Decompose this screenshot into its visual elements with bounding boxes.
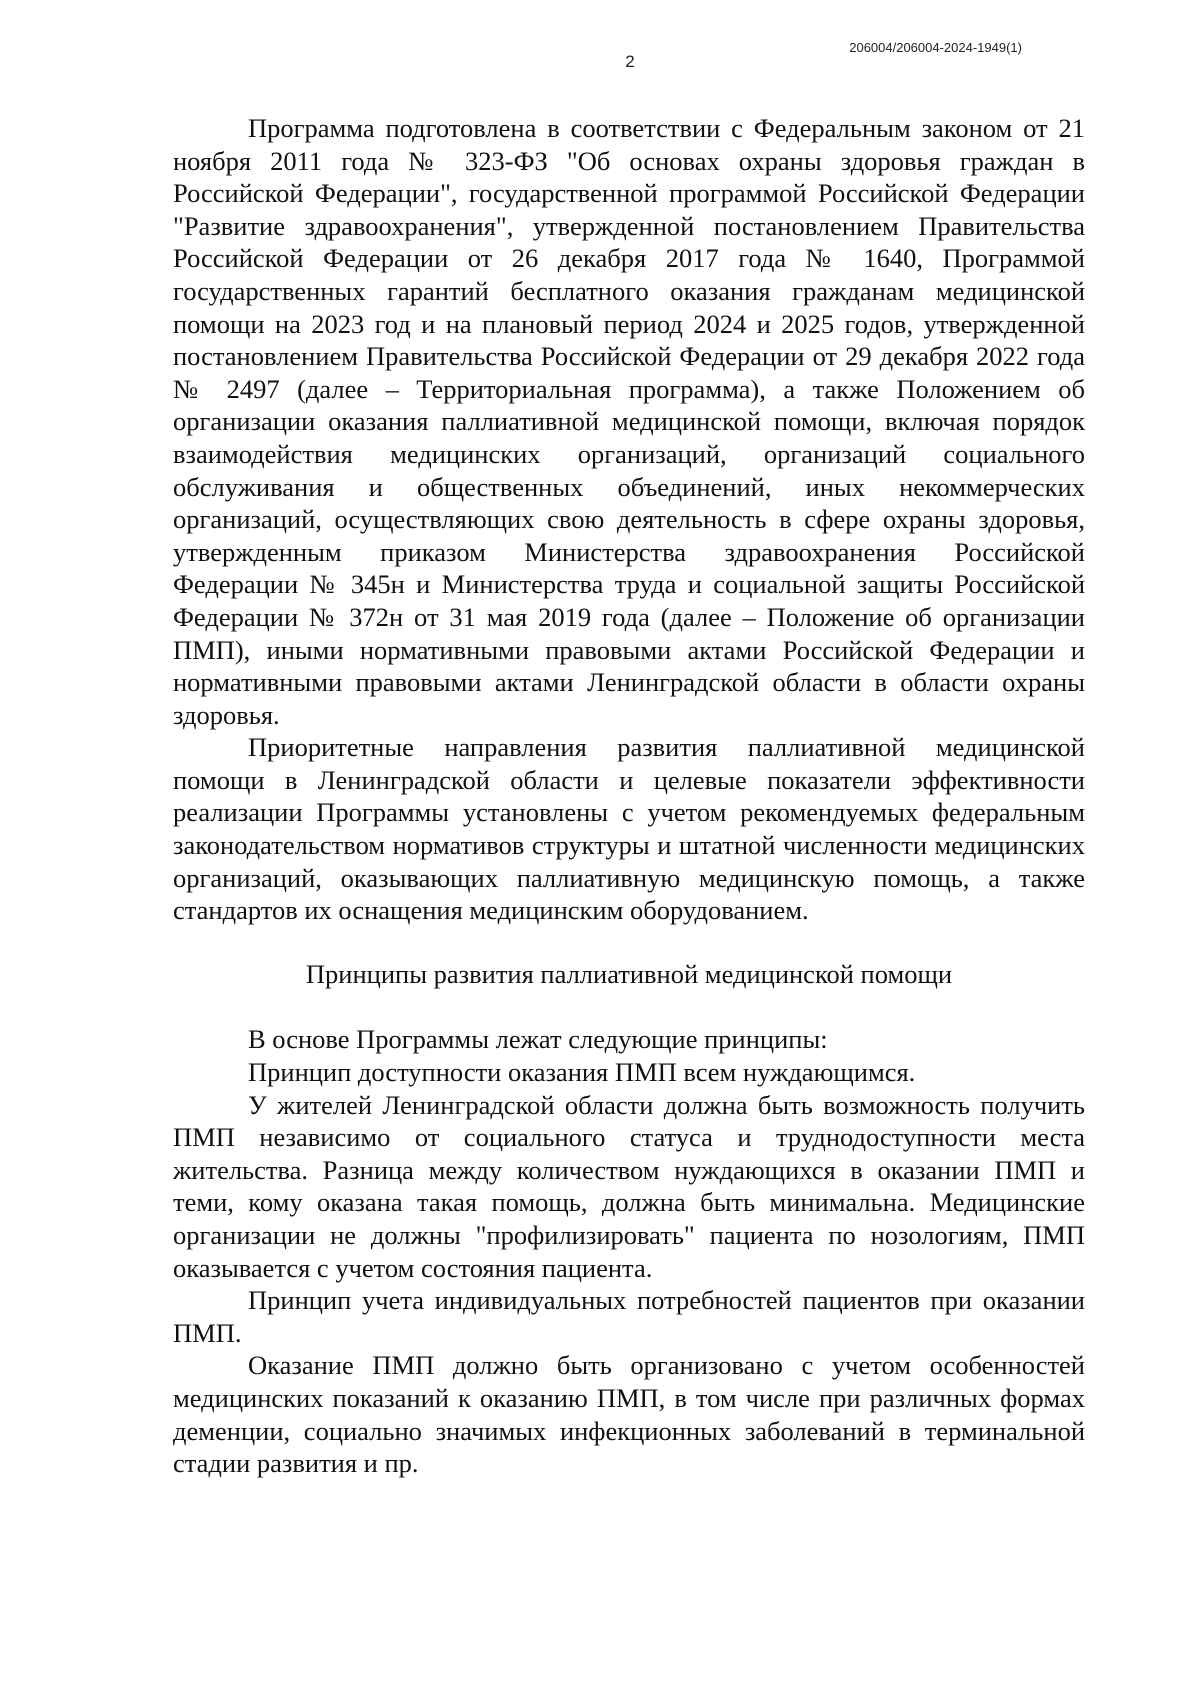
section-heading: Принципы развития паллиативной медицинской помощи	[305, 958, 953, 989]
paragraph-principles-intro: В основе Программы лежат следующие принципы:	[248, 1024, 828, 1055]
paragraph-priorities: Приоритетные направления развития паллиативной медицинской помощи в Ленинградской области и целевые показатели эффективности реализации Программы установлены с учетом рекомендуемых федеральным законодательством нормативов структуры и штатной численности медицинских организаций, оказывающих паллиативную медицинскую помощь, а также стандартов их оснащения медицинским оборудованием.	[173, 732, 1085, 926]
paragraph-legal-basis: Программа подготовлена в соответствии с Федеральным законом от 21 ноября 2011 года № 323-ФЗ "Об основах охраны здоровья граждан в Российской Федерации", государственной программой Российской Федерации "Развитие здравоохранения", утвержденной постановлением Правительства Российской Федерации от 26 декабря 2017 года № 1640, Программой государственных гарантий бесплатного оказания гражданам медицинской помощи на 2023 год и на плановый период 2024 и 2025 годов, утвержденной постановлением Правительства Российской Федерации от 29 декабря 2022 года № 2497 (далее – Территориальная программа), а также Положением об организации оказания паллиативной медицинской помощи, включая порядок взаимодействия медицинских организаций, организаций социального обслуживания и общественных объединений, иных некоммерческих организаций, осуществляющих свою деятельность в сфере охраны здоровья, утвержденным приказом Министерства здравоохранения Российской Федерации № 345н и Министерства труда и социальной защиты Российской Федерации № 372н от 31 мая 2019 года (далее – Положение об организации ПМП), иными нормативными правовыми актами Российской Федерации и нормативными правовыми актами Ленинградской области в области охраны здоровья.	[173, 113, 1085, 730]
paragraph-individual-needs-details: Оказание ПМП должно быть организовано с учетом особенностей медицинских показаний к оказанию ПМП, в том числе при различных формах деменции, социально значимых инфекционных заболеваний в терминальной стадии развития и пр.	[173, 1350, 1085, 1479]
page-number: 2	[625, 52, 635, 71]
document-body	[173, 112, 1085, 1480]
paragraph-accessibility-details: У жителей Ленинградской области должна быть возможность получить ПМП независимо от социального статуса и труднодоступности места жительства. Разница между количеством нуждающихся в оказании ПМП и теми, кому оказана такая помощь, должна быть минимальна. Медицинские организации не должны "профилизировать" пациента по нозологиям, ПМП оказывается с учетом состояния пациента.	[173, 1089, 1085, 1283]
paragraph-principle-individual-needs: Принцип учета индивидуальных потребностей пациентов при оказании ПМП.	[173, 1285, 1085, 1348]
paragraph-principle-accessibility: Принцип доступности оказания ПМП всем нуждающимся.	[248, 1057, 916, 1088]
document-id: 206004/206004-2024-1949(1)	[849, 40, 1022, 55]
